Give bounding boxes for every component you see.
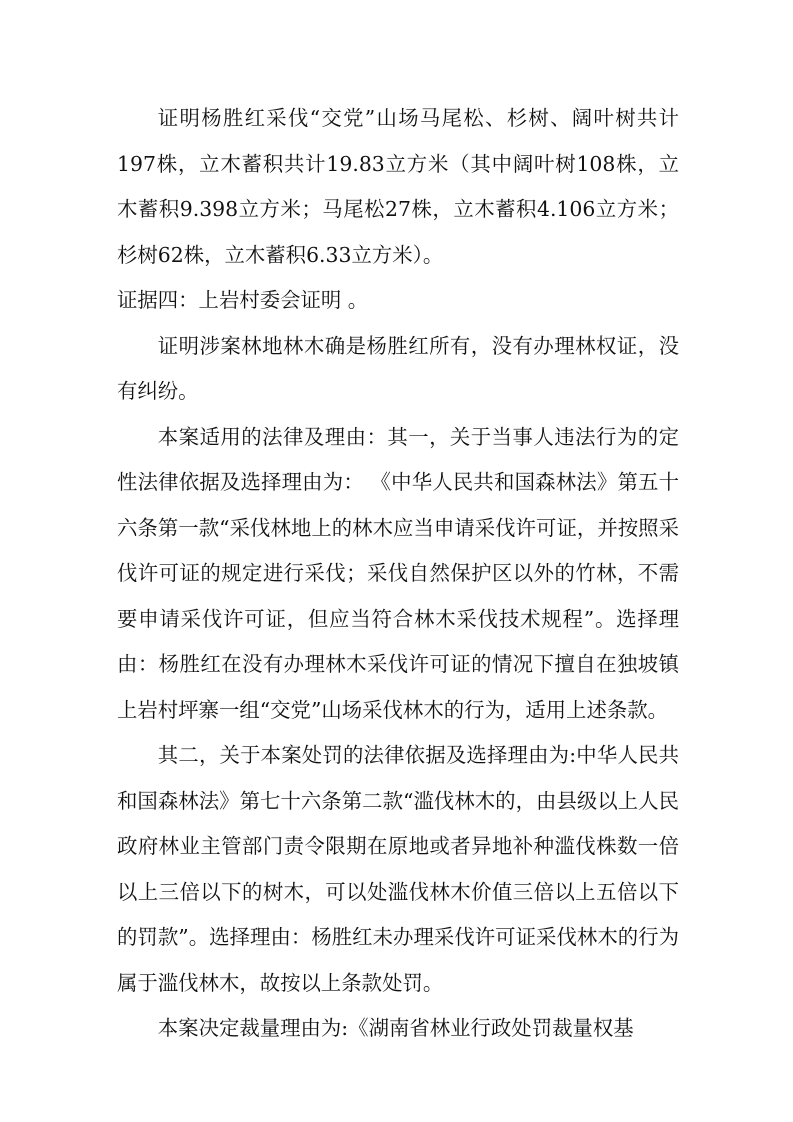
paragraph-discretion-reason: 本案决定裁量理由为:《湖南省林业行政处罚裁量权基 — [157, 1016, 634, 1040]
paragraph-evidence-four-proof: 证明涉案林地林木确是杨胜红所有，没有办理林权证，没有纠纷。 — [117, 333, 679, 403]
paragraph-penalty-basis: 其二，关于本案处罚的法律依据及选择理由为:中华人民共和国森林法》第七十六条第二款“滥伐林木的，由县级以上人民政府林业主管部门责令限期在原地或者异地补种滥伐株数一倍以上三倍以下的树木，可以处滥伐林木价值三倍以上五倍以下的罚款”。选择理由：杨胜红未办理采伐许可证采伐林木的行为属于滥伐林木，故按以上条款处罚。 — [117, 743, 679, 995]
paragraph-evidence-four-heading: 证据四：上岩村委会证明 。 — [117, 288, 369, 312]
paragraph-evidence-three-proof: 证明杨胜红采伐“交党”山场马尾松、杉树、阔叶树共计197株，立木蓄积共计19.83立方米（其中阔叶树108株，立木蓄积9.398立方米；马尾松27株，立木蓄积4.106立方米；杉树62株，立木蓄积6.33立方米）。 — [117, 106, 679, 267]
document-body — [117, 96, 679, 1052]
paragraph-applicable-law: 本案适用的法律及理由：其一，关于当事人违法行为的定性法律依据及选择理由为： 《中华人民共和国森林法》第五十六条第一款“采伐林地上的林木应当申请采伐许可证，并按照采伐许可证的规定进行采伐；采伐自然保护区以外的竹林，不需要申请采伐许可证，但应当符合林木采伐技术规程”。选择理由：杨胜红在没有办理林木采伐许可证的情况下擅自在独坡镇上岩村坪寨一组“交党”山场采伐林木的行为，适用上述条款。 — [117, 424, 679, 722]
